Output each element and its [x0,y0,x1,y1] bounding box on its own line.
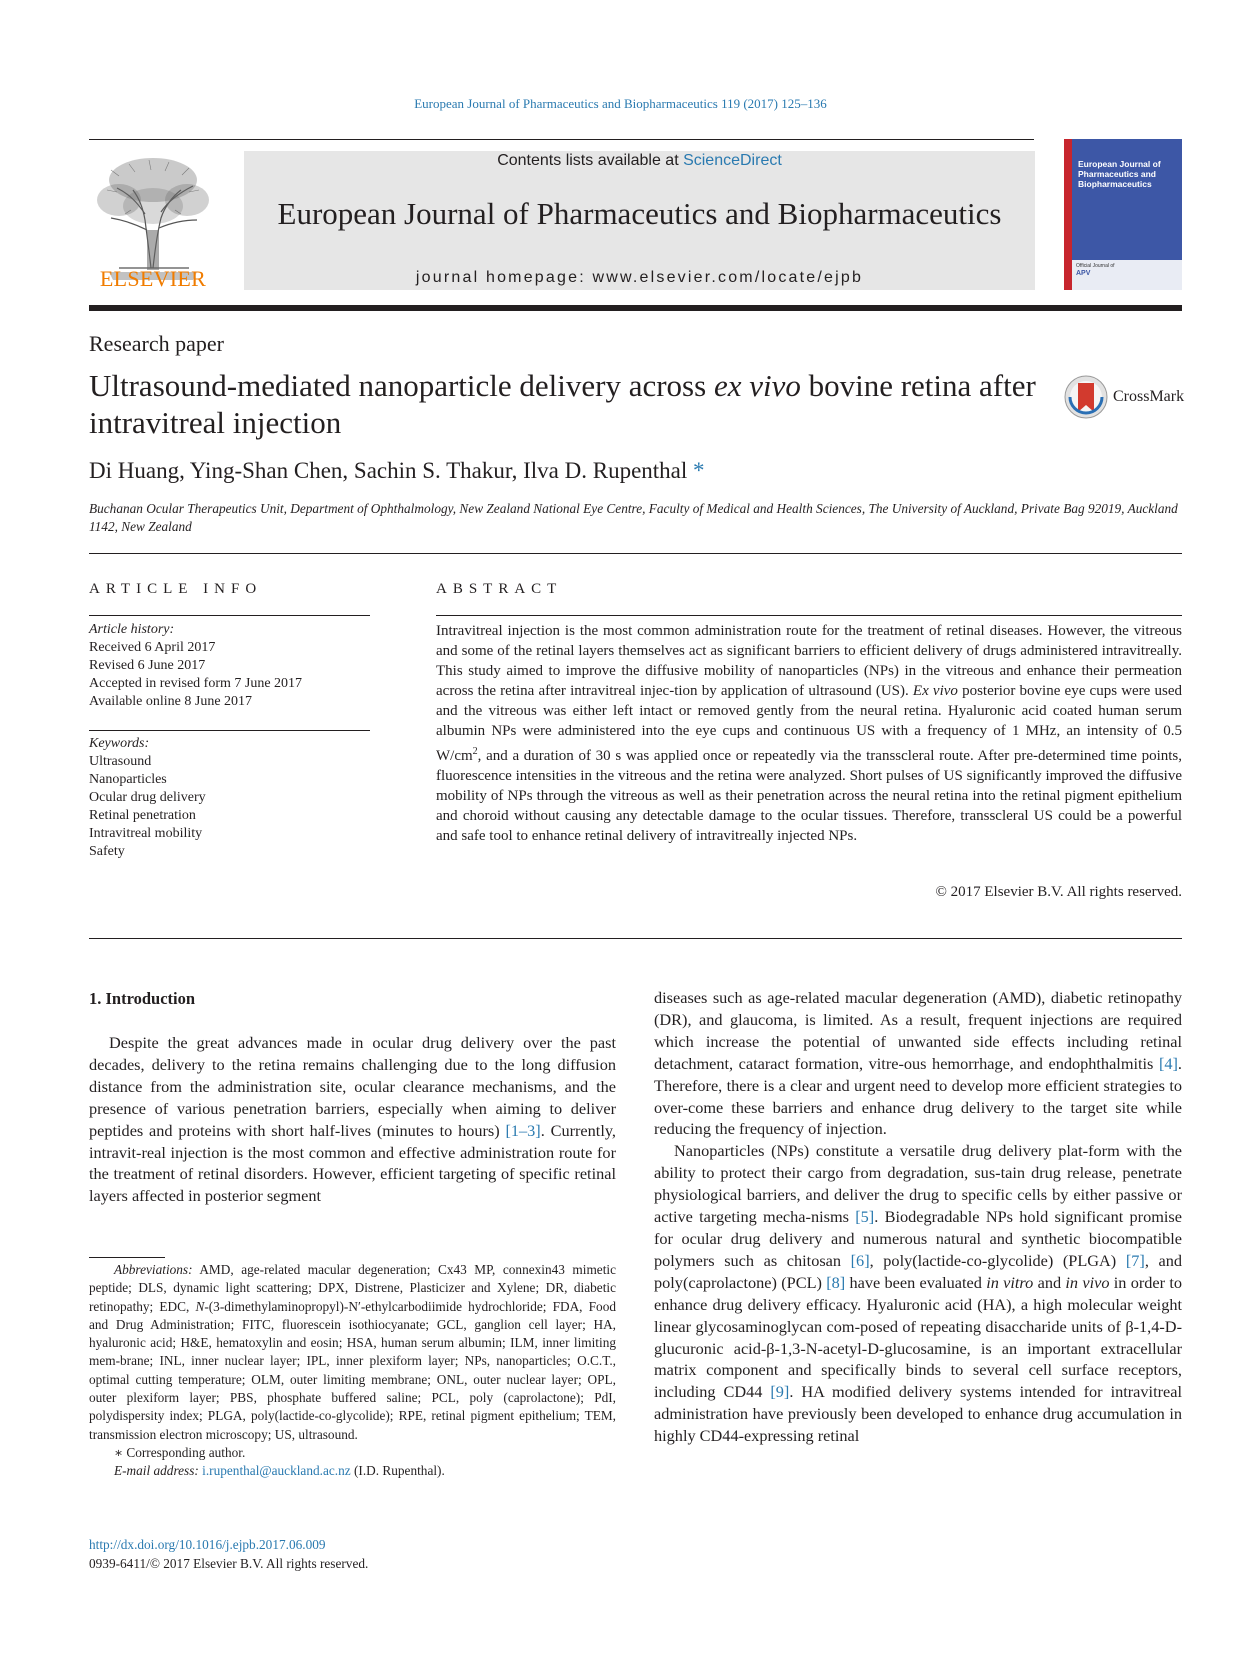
crossmark-badge[interactable] [1064,374,1184,420]
intro-paragraph-2 [654,1140,1182,1447]
header-thick-rule [89,305,1182,311]
email-footnote [89,1462,616,1480]
abstract-part-2: posterior bovine eye cups were used and the vitreous was either left intact or removed gently from the neural retina. Hyaluronic acid coated human serum albumin NPs were administered into the eye cups and continuous US with a frequency of 1 MHz, an intensity of 0.5 W/cm [436,683,1182,764]
cover-title: European Journal of Pharmaceutics and Biopharmaceutics [1078,159,1161,189]
crossmark-icon [1064,374,1108,420]
abbreviations-label: Abbreviations: [114,1262,193,1277]
body-column-right [654,987,1182,1447]
cover-footer [1072,260,1182,290]
info-rule-middle [89,730,370,731]
italic-term: in vivo [1065,1272,1110,1292]
keywords-label: Keywords: [89,736,150,751]
keyword-item: Ocular drug delivery [89,790,206,805]
paragraph-text: and [1033,1272,1066,1292]
affiliation: Buchanan Ocular Therapeutics Unit, Department of Ophthalmology, New Zealand National Eye Centre, Faculty of Medical and Health Sciences, The University of Auckland, Private Bag 92019, Auckland 1142, New Zealand [89,501,1178,534]
corresponding-author-mark[interactable]: * [693,458,705,483]
contents-prefix: Contents lists available at [497,152,684,169]
section-heading-introduction: 1. Introduction [89,989,196,1008]
body-rule [89,938,1182,939]
abstract-copyright: © 2017 Elsevier B.V. All rights reserved. [935,884,1182,900]
article-type: Research paper [89,331,224,356]
citation-link[interactable]: [9] [770,1382,790,1402]
citation-link[interactable]: [8] [826,1272,846,1292]
paragraph-text: . Therefore, there is a clear and urgent need to develop more efficient strategies to over-come these barriers and enhance drug delivery to the target site while reducing the frequency of injection. [654,1053,1182,1139]
paragraph-text: diseases such as age-related macular degeneration (AMD), diabetic retinopathy (DR), and glaucoma, is limited. As a result, frequent injections are required which increase the potential of unwanted side effects including retinal detachment, cataract formation, vitre-ous hemorrhage, and endophthalmitis [654,988,1182,1073]
keyword-item: Nanoparticles [89,772,167,787]
paragraph-text: have been evaluated [845,1272,987,1292]
email-link[interactable]: i.rupenthal@auckland.ac.nz [202,1463,351,1479]
abstract-heading: ABSTRACT [436,581,563,597]
keyword-item: Ultrasound [89,754,152,769]
paragraph-text: . Currently, intravit-real injection is the most common and effective administration route for the treatment of retinal disorders. However, efficient targeting of specific retinal layers affected in posterior segment [89,1120,616,1206]
paragraph-text: , and poly(caprolactone) (PCL) [654,1250,1182,1292]
footnote-text: AMD, age-related macular degeneration; Cx43 MP, connexin43 mimetic peptide; DLS, dynamic light scattering; DPX, Distrene, Plasticizer and Xylene; DR, diabetic retinopathy; EDC, [89,1262,616,1314]
intro-paragraph-1-continued [654,987,1182,1140]
history-accepted: Accepted in revised form 7 June 2017 [89,676,303,691]
intro-paragraph-1 [89,1032,616,1207]
abstract-superscript: 2 [472,745,478,757]
cover-strip [1064,139,1072,290]
publisher-name: ELSEVIER [99,266,207,291]
cover-logo-text: APV [1076,270,1091,277]
footnote-rule [89,1257,165,1258]
citation-link[interactable]: [5] [855,1207,875,1227]
paragraph-text: . Biodegradable NPs hold significant promise for ocular drug delivery and numerous natural and synthetic biocompatible polymers such as chitosan [654,1207,1182,1270]
abbreviations-footnote [89,1261,616,1444]
email-label: E-mail address: [114,1463,199,1479]
journal-title: European Journal of Pharmaceutics and Biopharmaceutics [277,196,1002,231]
paragraph-text: , poly(lactide-co-glycolide) (PLGA) [869,1250,1126,1270]
journal-homepage[interactable]: journal homepage: www.elsevier.com/locate/ejpb [415,269,864,286]
article-title [89,367,1049,441]
footnotes [89,1261,616,1481]
history-received: Received 6 April 2017 [89,640,216,655]
top-rule [89,139,1034,140]
info-rule-top [89,615,370,616]
title-italic: ex vivo [713,368,801,403]
corresponding-author-footnote: ∗ Corresponding author. [114,1444,246,1460]
italic-term: in vitro [986,1272,1034,1292]
title-part-2: bovine retina after intravitreal injection [89,368,1036,440]
paragraph-text: in order to enhance drug delivery efficacy. Hyaluronic acid (HA), a high molecular weight linear glycosaminoglycan com-posed of repeating disaccharide units of β-1,4-D-glucuronic acid-β-1,3-N-acetyl-D-glucosamine, is an important extracellular matrix component and specifically binds to several cell surface receptors, including CD44 [654,1272,1183,1402]
keyword-item: Retinal penetration [89,808,196,823]
email-suffix: (I.D. Rupenthal). [350,1463,445,1479]
author-list [89,458,705,484]
abstract-part-1: Intravitreal injection is the most common administration route for the treatment of retinal diseases. However, the vitreous and some of the retinal layers themselves act as significant barriers to efficient delivery of drugs administered intravitreally. This study aimed to improve the diffusive mobility of nanoparticles (NPs) in the vitreous and enhance their permeation across the retina after intravitreal injec-tion by application of ultrasound (US). [436,623,1182,700]
footnote-italic: N [195,1298,205,1314]
citation-link[interactable]: [1–3] [505,1120,541,1140]
history-online: Available online 8 June 2017 [89,694,253,709]
abstract-body [436,621,1182,846]
keywords [89,735,389,861]
body-column-left [89,1032,616,1207]
contents-line [244,152,1035,170]
abstract-rule [436,615,1182,616]
footnote-text: -(3-dimethylaminopropyl)-N′-ethylcarbodiimide hydrochloride; FDA, Food and Drug Administration; FITC, fluorescein isothiocyanate; GCL, ganglion cell layer; HA, hyaluronic acid; H&E, hematoxylin and eosin; HSA, human serum albumin; ILM, inner limiting mem-brane; INL, inner nuclear layer; IPL, inner plexiform layer; NPs, nanoparticles; O.C.T., optimal cutting temperature; OLM, outer limiting membrane; ONL, outer nuclear layer; OPL, outer plexiform layer; PBS, phosphate buffered saline; PCL, poly (caprolactone); PdI, polydispersity index; PLGA, poly(lactide-co-glycolide); RPE, retinal pigment epithelium; TEM, transmission electron microscopy; US, ultrasound. [89,1298,616,1442]
paragraph-text: . HA modified delivery systems intended for intravitreal administration have previously been developed to enhance drug accumulation in highly CD44-expressing retinal [654,1382,1182,1446]
abstract-part-3: , and a duration of 30 s was applied once or repeatedly via the transscleral route. After pre-determined time points, fluorescence intensities in the vitreous and the retina were analyzed. Short pulses of US significantly improved the diffusive mobility of NPs through the vitreous as well as their penetration across the neural retina into the retinal pigment epithelium and choroid without causing any detectable damage to the ocular tissues. Therefore, transscleral US could be a powerful and safe tool to enhance retinal delivery of intravitreally injected NPs. [436,747,1182,844]
affiliation-rule [89,553,1182,554]
sciencedirect-link[interactable]: ScienceDirect [683,152,782,169]
paragraph-text: Despite the great advances made in ocular drug delivery over the past decades, delivery to the retina remains challenging due to the long diffusion distance from the administration site, ocular clearance mechanisms, and the presence of various penetration barriers, especially when aiming to deliver peptides and proteins with short half-lives (minutes to hours) [89,1033,616,1140]
citation-link[interactable]: [4] [1158,1053,1178,1073]
article-info-heading: ARTICLE INFO [89,581,263,597]
keyword-item: Safety [89,844,125,859]
article-history [89,621,389,711]
citation-link[interactable]: [7] [1125,1250,1145,1270]
authors-text: Di Huang, Ying-Shan Chen, Sachin S. Thakur, Ilva D. Rupenthal [89,458,688,483]
title-part-1: Ultrasound-mediated nanoparticle delivery across [89,368,714,403]
abstract-italic: Ex vivo [912,683,958,700]
journal-cover-image[interactable] [1064,139,1182,290]
doi-block [89,1536,368,1573]
journal-reference-link[interactable]: European Journal of Pharmaceutics and Biopharmaceutics 119 (2017) 125–136 [414,96,827,111]
paragraph-text: Nanoparticles (NPs) constitute a versatile drug delivery plat-form with the ability to protect their cargo from degradation, sus-tain drug release, penetrate physiological barriers, and deliver the drug to specific cells by either passive or active targeting mecha-nisms [654,1141,1182,1227]
doi-link[interactable]: http://dx.doi.org/10.1016/j.ejpb.2017.06.009 [89,1537,326,1552]
cover-footer-text: Official Journal of [1076,263,1115,269]
history-revised: Revised 6 June 2017 [89,658,206,673]
crossmark-label: CrossMark [1113,388,1185,405]
issn-copyright: 0939-6411/© 2017 Elsevier B.V. All rights reserved. [89,1555,369,1571]
citation-link[interactable]: [6] [850,1250,870,1270]
keyword-item: Intravitreal mobility [89,826,203,841]
history-label: Article history: [89,622,175,637]
